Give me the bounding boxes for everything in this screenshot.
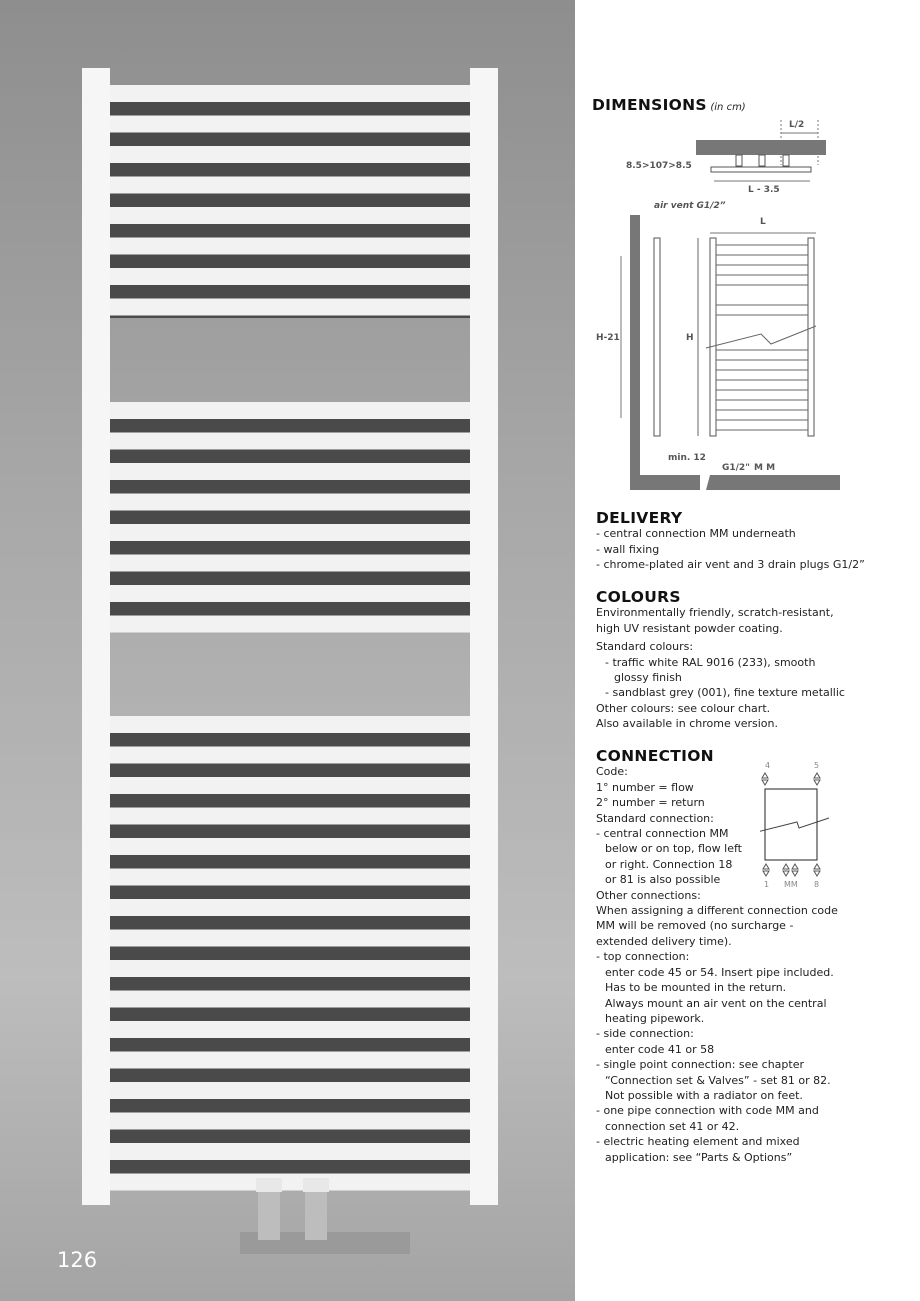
- section-title: DIMENSIONS: [592, 96, 707, 114]
- l-label: L: [760, 217, 766, 227]
- radiator-tube: [110, 299, 470, 316]
- radiator-tube: [110, 555, 470, 572]
- connection-item: - top connection: enter code 45 or 54. Insert pipe included. Has to be mounted in the return. Always mount an air vent on the central heating pipework.: [596, 950, 834, 1025]
- min12-label: min. 12: [668, 453, 706, 463]
- radiator-tube: [110, 85, 470, 102]
- radiator-tube: [110, 585, 470, 602]
- code-1: 1: [764, 880, 770, 889]
- colour-item: - sandblast grey (001), fine texture metallic: [605, 686, 845, 700]
- radiator-tube: [110, 433, 470, 450]
- radiator-tube: [110, 930, 470, 947]
- colour-item: - traffic white RAL 9016 (233), smooth glossy finish: [605, 655, 816, 685]
- code-4: 4: [765, 761, 771, 770]
- connection-code-diagram: [760, 760, 830, 890]
- section-title: DELIVERY: [596, 509, 683, 527]
- radiator-tube: [110, 494, 470, 511]
- code-mm: MM: [784, 880, 798, 889]
- radiator-tube: [110, 1052, 470, 1069]
- mm-label: M M: [754, 463, 776, 473]
- section-title: CONNECTION: [596, 747, 714, 765]
- colours-section: [596, 588, 845, 732]
- delivery-item: - chrome-plated air vent and 3 drain plugs G1/2”: [596, 558, 865, 572]
- depth-label-1: 8.5>10: [626, 161, 663, 171]
- air-vent-label: air vent G1/2”: [654, 201, 726, 211]
- radiator-tube: [110, 869, 470, 886]
- radiator-tube: [110, 268, 470, 285]
- radiator-side-rail: [470, 68, 498, 1205]
- depth-label-2: 7>8.5: [662, 161, 692, 171]
- radiator-tube: [110, 1113, 470, 1130]
- other-connections-intro: When assigning a different connection code MM will be removed (no surcharge - extended delivery time).: [596, 904, 838, 948]
- dimensions-diagram: [596, 110, 846, 495]
- valve-cap: [256, 1178, 282, 1192]
- radiator-tube: [110, 463, 470, 480]
- radiator-tube: [110, 616, 470, 633]
- delivery-item: - central connection MM underneath: [596, 527, 796, 541]
- h-label: H: [686, 333, 694, 343]
- radiator-tube: [110, 899, 470, 916]
- radiator-tube: [110, 177, 470, 194]
- radiator-tube: [110, 991, 470, 1008]
- radiator-tube: [110, 960, 470, 977]
- radiator-tube: [110, 1021, 470, 1038]
- radiator-side-rail: [82, 68, 110, 1205]
- l-half-label: L/2: [789, 120, 805, 130]
- code-8: 8: [814, 880, 820, 889]
- radiator-tube: [110, 116, 470, 133]
- radiator-tube: [110, 1174, 470, 1191]
- radiator-tube: [110, 747, 470, 764]
- delivery-item: - wall fixing: [596, 542, 660, 556]
- radiator-tube: [110, 777, 470, 794]
- page-number: 126: [57, 1248, 98, 1272]
- connection-item: - single point connection: see chapter “Connection set & Valves” - set 81 or 82. Not possible with a radiator on feet.: [596, 1058, 831, 1102]
- radiator-tube: [110, 1082, 470, 1099]
- code-5: 5: [814, 761, 820, 770]
- code-first: 1° number = flow: [596, 780, 694, 794]
- section-title: COLOURS: [596, 588, 681, 606]
- h21-label: H-21: [596, 333, 620, 343]
- radiator-tube: [110, 808, 470, 825]
- standard-connection: - central connection MM below or on top, flow left or right. Connection 18 or 81 is also possible: [596, 827, 742, 887]
- valve-body: [258, 1185, 280, 1240]
- delivery-section: [596, 511, 865, 573]
- colours-intro: Environmentally friendly, scratch-resistant, high UV resistant powder coating.: [596, 606, 834, 635]
- code-second: 2° number = return: [596, 796, 705, 810]
- l-minus-label: L - 3.5: [748, 185, 780, 195]
- standard-colours-label: Standard colours:: [596, 640, 694, 654]
- radiator-tube: [110, 146, 470, 163]
- standard-connection-label: Standard connection:: [596, 811, 714, 825]
- g12-label: G1/2": [722, 463, 750, 473]
- radiator-tube: [110, 838, 470, 855]
- radiator-tube: [110, 524, 470, 541]
- radiator-tube: [110, 716, 470, 733]
- unit-label: (in cm): [710, 102, 746, 113]
- connection-item: - side connection: enter code 41 or 58: [596, 1027, 715, 1056]
- radiator-tube: [110, 238, 470, 255]
- radiator-tube: [110, 207, 470, 224]
- connection-item: - one pipe connection with code MM and connection set 41 or 42.: [596, 1104, 819, 1133]
- other-connections-label: Other connections:: [596, 888, 701, 902]
- other-colours: Other colours: see colour chart.: [596, 701, 771, 715]
- connection-item: - electric heating element and mixed application: see “Parts & Options”: [596, 1135, 800, 1164]
- radiator-tube: [110, 402, 470, 419]
- valve-body: [305, 1185, 327, 1240]
- valve-cap: [303, 1178, 329, 1192]
- code-label: Code:: [596, 765, 628, 779]
- chrome-note: Also available in chrome version.: [596, 717, 779, 731]
- radiator-tube: [110, 1143, 470, 1160]
